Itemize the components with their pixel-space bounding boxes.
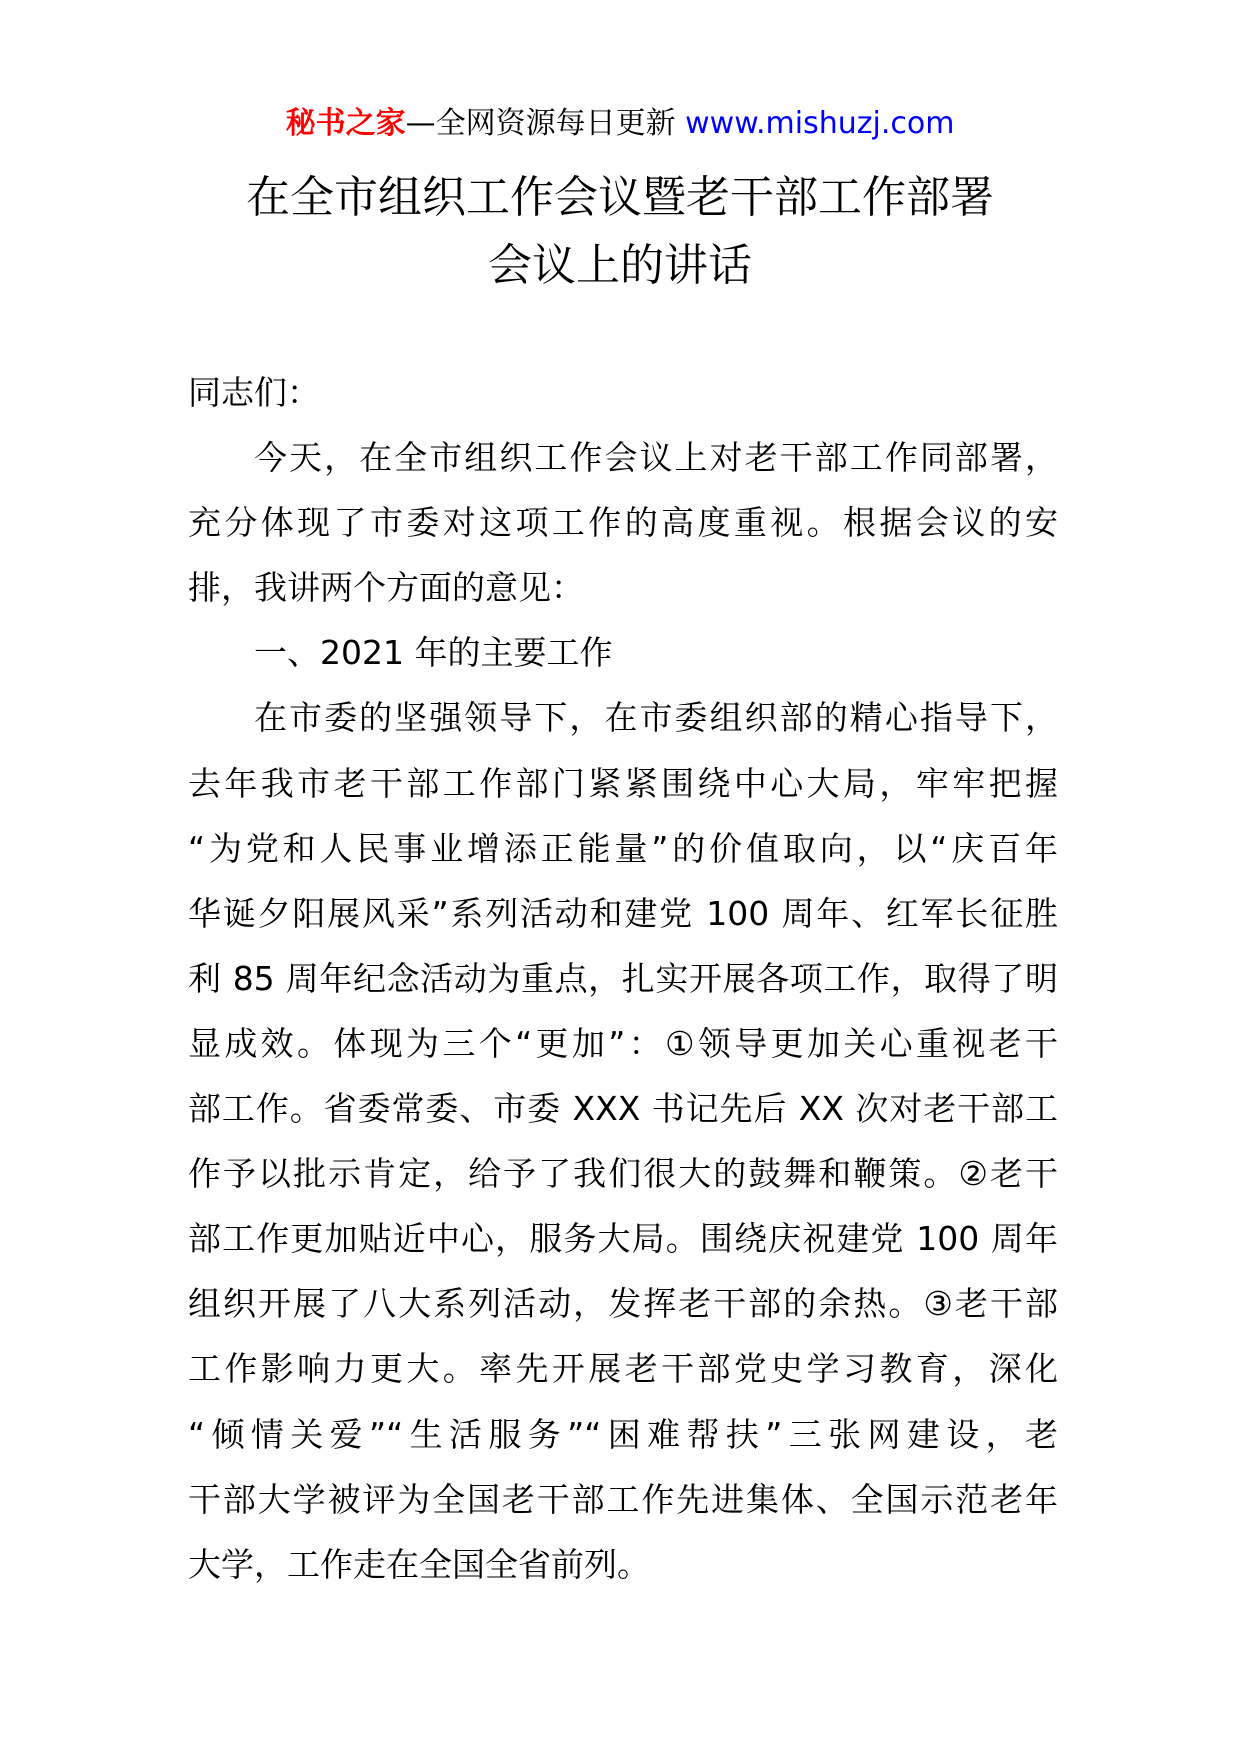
paragraph-line: 大学，工作走在全国全省前列。 [188,1544,650,1584]
paragraph-line: 工作影响力更大。率先开展老干部党史学习教育，深化 [188,1349,1058,1389]
paragraph-line: 充分体现了市委对这项工作的高度重视。根据会议的安 [188,503,1058,543]
speech-body [188,360,1058,1597]
header-banner [0,104,1240,144]
paragraph-line: 部工作。省委常委、市委 XXX 书记先后 XX 次对老干部工 [188,1089,1058,1129]
salutation: 同志们： [188,373,320,412]
paragraph-line: 华诞夕阳展风采”系列活动和建党 100 周年、红军长征胜 [188,893,1058,933]
site-url-link[interactable]: www.mishuzj.com [685,106,955,141]
paragraph-line: 利 85 周年纪念活动为重点，扎实开展各项工作，取得了明 [188,958,1058,998]
section-heading: 一、2021 年的主要工作 [254,633,613,673]
paragraph-line: 在市委的坚强领导下，在市委组织部的精心指导下， [254,698,1058,738]
document-title [0,164,1240,300]
paragraph-line: 组织开展了八大系列活动，发挥老干部的余热。③老干部 [188,1284,1058,1324]
title-line-2: 会议上的讲话 [488,240,752,291]
paragraph-line: 今天，在全市组织工作会议上对老干部工作同部署， [254,438,1058,478]
title-line-1: 在全市组织工作会议暨老干部工作部署 [246,172,994,223]
paragraph-line: “倾情关爱”“生活服务”“困难帮扶”三张网建设，老 [188,1414,1058,1454]
paragraph-line: 去年我市老干部工作部门紧紧围绕中心大局，牢牢把握 [188,763,1058,803]
header-tagline: —全网资源每日更新 [405,106,676,141]
paragraph-line: 排，我讲两个方面的意见： [188,568,584,608]
paragraph-line: 作予以批示肯定，给予了我们很大的鼓舞和鞭策。②老干 [188,1154,1058,1194]
paragraph-line: “为党和人民事业增添正能量”的价值取向，以“庆百年 [188,828,1058,868]
brand-name: 秘书之家 [285,106,406,141]
paragraph-line: 干部大学被评为全国老干部工作先进集体、全国示范老年 [188,1479,1058,1519]
paragraph-line: 部工作更加贴近中心，服务大局。围绕庆祝建党 100 周年 [188,1219,1058,1259]
paragraph-line: 显成效。体现为三个“更加”：①领导更加关心重视老干 [188,1023,1058,1063]
